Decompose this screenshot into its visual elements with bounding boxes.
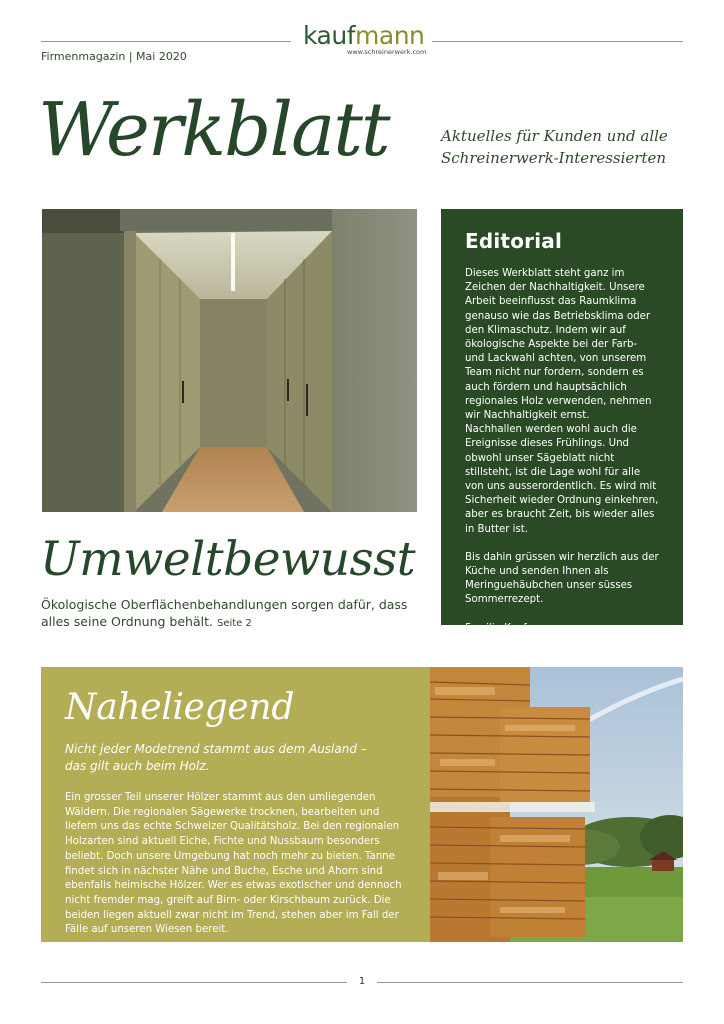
footer-rule-left: [41, 982, 347, 983]
kaufmann-logo: [303, 21, 427, 56]
editorial-paragraph: Nachhallen werden wohl auch die Ereignisse dieses Frühlings. Und obwohl unser Sägeblatt nicht stillsteht, ist die Lage wohl für alle von uns ausserordentlich. Es wird mit Sicherheit wieder Ordnung einkehren, aber es braucht Zeit, bis wieder alles in Butter ist.: [465, 424, 659, 535]
editorial-paragraph: Bis dahin grüssen wir herzlich aus der Küche und senden Ihnen als Meringuehäubchen unser süsses Sommerrezept.: [465, 551, 659, 606]
hero-image-wardrobe: [42, 209, 417, 512]
editorial-paragraph: Dieses Werkblatt steht ganz im Zeichen der Nachhaltigkeit. Unsere Arbeit beeinflusst das Raumklima genauso wie das Betriebsklima oder den Klimaschutz. Indem wir auf ökologische Aspekte bei der Farb- und Lackwahl achten, von unserem Team nicht nur fordern, sondern es auch fördern und hauptsächlich regionales Holz verwenden, nehmen wir Nachhaltigkeit ernst.: [465, 268, 652, 422]
page-number: 1: [358, 976, 366, 987]
editorial-signature: Familie Kaufmann: [465, 622, 556, 634]
feature-subtitle: Ökologische Oberflächenbehandlungen sorgen dafür, dass alles seine Ordnung behält. Seite 2: [41, 597, 408, 629]
logo-url: www.schreinerwerk.com: [347, 48, 427, 56]
feature-title: Umweltbewusst: [40, 532, 416, 587]
feature-page-ref: Seite 2: [216, 618, 252, 629]
editorial-title: Editorial: [465, 229, 563, 253]
magazine-title: Werkblatt: [38, 87, 389, 173]
header-rule-left: [41, 41, 291, 42]
header-rule-right: [432, 41, 683, 42]
naheliegend-box: [41, 667, 430, 942]
naheliegend-body: Ein grosser Teil unserer Hölzer stammt aus den umliegenden Wäldern. Die regionalen Sägewerke trocknen, bearbeiten und liefern uns das echte Schweizer Qualitätsholz. Bei den regionalen Holzarten sind aktuell Eiche, Fichte und Nussbaum besonders beliebt. Doch unsere Umgebung hat noch mehr zu bieten. Tanne findet sich in nächster Nähe und Buche, Esche und Ahorn sind ebenfalls heimische Hölzer. Wer es etwas exotischer und dennoch nicht fremder mag, greift auf Birn- oder Kirschbaum zurück. Die beiden liegen aktuell zwar nicht im Trend, stehen aber im Fall der Fälle auf unseren Wiesen bereit.: [65, 792, 402, 936]
footer-rule-right: [377, 982, 683, 983]
logo-wordmark: kaufmann: [303, 21, 425, 50]
editorial-box: [441, 209, 683, 634]
naheliegend-title: Naheliegend: [65, 687, 295, 728]
naheliegend-lead: Nicht jeder Modetrend stammt aus dem Ausland – das gilt auch beim Holz.: [65, 742, 367, 773]
magazine-tagline: Aktuelles für Kunden und alle Schreinerwerk-Interessierten: [441, 127, 668, 167]
wood-stack-image: [430, 667, 683, 942]
issue-line: Firmenmagazin | Mai 2020: [41, 50, 187, 63]
